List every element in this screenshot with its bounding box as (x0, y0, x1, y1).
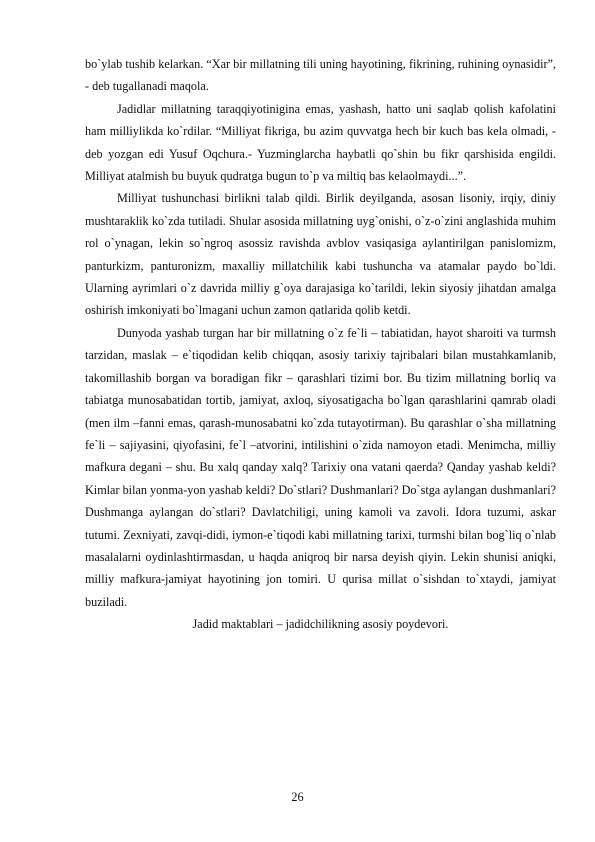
paragraph-milliy-mafkura: Dunyoda yashab turgan har bir millatning o`z fe`li – tabiatidan, hayot sharoiti va turmsh tarzidan, maslak – e`tiqodidan kelib chiqqan, asosiy tarixiy tajribalari bilan mustahkamlanib, takomillashib borgan va boradigan fikr – qarashlari tizimi bor. Bu tizim millatning borliq va tabiatga munosabatidan tortib, jamiyat, axloq, siyosatigacha bo`lgan qarashlarini qamrab oladi (men ilm –fanni emas, qarash-munosabatni ko`zda tutayotirman). Bu qarashlar o`sha millatning fe`li – sajiyasini, qiyofasini, fe`l –atvorini, intilishini o`zida namoyon etadi. Menimcha, milliy mafkura degani – shu. Bu xalq qanday xalq? Tarixiy ona vatani qaerda? Qanday yashab keldi? Kimlar bilan yonma-yon yashab keldi? Do`stlari? Dushmanlari? Do`stga aylangan dushmanlari? Dushmanga aylangan do`stlari? Davlatchiligi, uning kamoli va zavoli. Idora tuzumi, askar tutumi. Zexniyati, zavqi-didi, iymon-e`tiqodi kabi millatning tarixi, turmshi bilan bog`liq o`nlab masalalarni oydinlashtirmasdan, u haqda aniqroq bir narsa deyish qiyin. Lekin shunisi aniqki, milliy mafkura-jamiyat hayotining jon tomiri. U qurisa millat o`sishdan to`xtaydi, jamiyat buziladi. (85, 325, 556, 609)
page-body (85, 53, 556, 636)
section-heading: Jadid maktablari – jadidchilikning asosiy poydevori. (192, 617, 449, 632)
page-number: 26 (291, 790, 304, 804)
paragraph-milliyat-birlik: Milliyat tushunchasi birlikni talab qildi. Birlik deyilganda, asosan lisoniy, irqiy, diniy mushtaraklik ko`zda tutiladi. Shular asosida millatning uyg`onishi, o`z-o`zini anglashida muhim rol o`ynagan, lekin so`ngroq asossiz ravishda avblov vasiqasiga aylantirilgan panislomizm, panturkizm, panturonizm, maxalliy millatchilik kabi tushuncha va atamalar paydo bo`ldi. Ularning ayrimlari o`z davrida milliy g`oya darajasiga ko`tarildi, lekin siyosiy jihatdan amalga oshirish imkoniyati bo`lmagani uchun zamon qatlarida qolib ketdi. (85, 191, 556, 318)
paragraph-continuation: bo`ylab tushib kelarkan. “Xar bir millatning tili uning hayotining, fikrining, ruhining oynasidir”, - deb tugallanadi maqola. (85, 57, 556, 94)
paragraph-jadidlar-milliylik: Jadidlar millatning taraqqiyotinigina emas, yashash, hatto uni saqlab qolish kafolatini ham milliylikda ko`rdilar. “Milliyat fikriga, bu azim quvvatga hech bir kuch bas kela olmadi, - deb yozgan edi Yusuf Oqchura.- Yuzminglarcha haybatli qo`shin bu fikr qarshisida engildi. Milliyat atalmish bu buyuk qudratga bugun to`p va miltiq bas kelaolmaydi...”. (85, 101, 556, 184)
